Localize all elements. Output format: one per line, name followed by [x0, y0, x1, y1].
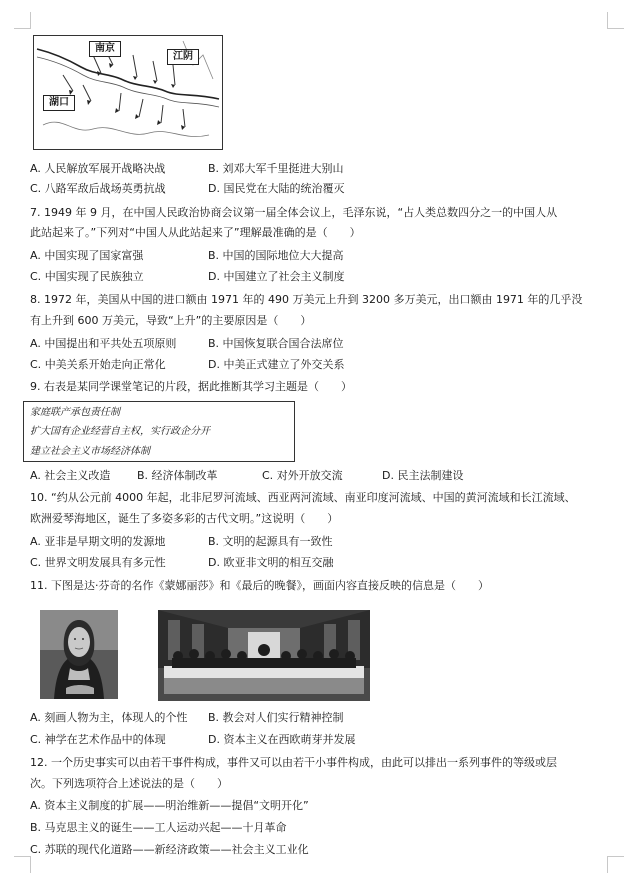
q7-option-b: B. 中国的国际地位大大提高 [208, 249, 344, 262]
river-crossing-map [33, 35, 223, 150]
q8-option-b: B. 中国恢复联合国合法席位 [208, 337, 344, 350]
q10-stem-line-2: 欧洲爱琴海地区，诞生了多姿多彩的古代文明。”这说明（ ） [30, 512, 339, 525]
q6-option-a: A. 人民解放军展开战略决战 [30, 162, 166, 175]
q11-option-d: D. 资本主义在西欧萌芽并发展 [208, 733, 356, 746]
crop-mark [607, 856, 624, 873]
q9-stem: 9. 右表是某同学课堂笔记的片段，据此推断其学习主题是（ ） [30, 380, 352, 393]
map-label-hukou: 湖口 [43, 95, 75, 111]
q11-option-c: C. 神学在艺术作品中的体现 [30, 733, 166, 746]
q10-option-a: A. 亚非是早期文明的发源地 [30, 535, 166, 548]
map-label-jiangyin: 江阴 [167, 49, 199, 65]
q12-option-c: C. 苏联的现代化道路——新经济政策——社会主义工业化 [30, 843, 309, 856]
q8-stem-line-2: 有上升到 600 万美元，导致“上升”的主要原因是（ ） [30, 314, 312, 327]
q12-option-a: A. 资本主义制度的扩展——明治维新——提倡“文明开化” [30, 799, 309, 812]
q10-option-c: C. 世界文明发展具有多元性 [30, 556, 166, 569]
q7-option-d: D. 中国建立了社会主义制度 [208, 270, 345, 283]
q6-option-d: D. 国民党在大陆的统治覆灭 [208, 182, 345, 195]
q6-option-c: C. 八路军敌后战场英勇抗战 [30, 182, 166, 195]
q11-option-b: B. 教会对人们实行精神控制 [208, 711, 344, 724]
q12-stem-line-1: 12. 一个历史事实可以由若干事件构成，事件又可以由若干小事件构成，由此可以排出一系列事件的等级或层 [30, 756, 557, 769]
class-notes-box [23, 401, 295, 462]
q11-stem: 11. 下图是达·芬奇的名作《蒙娜丽莎》和《最后的晚餐》，画面内容直接反映的信息是（ ） [30, 579, 489, 592]
q10-stem-line-1: 10. “约从公元前 4000 年起，北非尼罗河流域、西亚两河流域、南亚印度河流域、中国的黄河流域和长江流域、 [30, 491, 576, 504]
last-supper-painting [158, 610, 370, 701]
map-label-nanjing: 南京 [89, 41, 121, 57]
q7-stem-line-1: 7. 1949 年 9 月，在中国人民政治协商会议第一届全体会议上，毛泽东说，“占人类总数四分之一的中国人从 [30, 206, 558, 219]
q9-option-a: A. 社会主义改造 [30, 469, 111, 482]
crop-mark [607, 12, 624, 29]
q8-option-c: C. 中美关系开始走向正常化 [30, 358, 166, 371]
q9-option-b: B. 经济体制改革 [137, 469, 218, 482]
mona-lisa-image [40, 610, 118, 699]
q12-stem-line-2: 次。下列选项符合上述说法的是（ ） [30, 777, 228, 790]
q8-stem-line-1: 8. 1972 年，美国从中国的进口额由 1971 年的 490 万美元上升到 3200 多万美元，出口额由 1971 年的几乎没 [30, 293, 583, 306]
crop-mark [14, 856, 31, 873]
q6-option-b: B. 刘邓大军千里挺进大别山 [208, 162, 344, 175]
q8-option-a: A. 中国提出和平共处五项原则 [30, 337, 177, 350]
q7-stem-line-2: 此站起来了。”下列对“中国人从此站起来了”理解最准确的是（ ） [30, 226, 361, 239]
crop-mark [14, 12, 31, 29]
q8-option-d: D. 中美正式建立了外交关系 [208, 358, 345, 371]
q7-option-a: A. 中国实现了国家富强 [30, 249, 144, 262]
q9-option-c: C. 对外开放交流 [262, 469, 343, 482]
note-line: 家庭联产承包责任制 [30, 407, 120, 418]
q10-option-b: B. 文明的起源具有一致性 [208, 535, 333, 548]
note-line: 建立社会主义市场经济体制 [30, 446, 150, 457]
last-supper-image [158, 610, 370, 701]
mona-lisa-painting [40, 610, 118, 699]
q12-option-b: B. 马克思主义的诞生——工人运动兴起——十月革命 [30, 821, 287, 834]
q10-option-d: D. 欧亚非文明的相互交融 [208, 556, 334, 569]
q11-option-a: A. 刻画人物为主，体现人的个性 [30, 711, 188, 724]
q9-option-d: D. 民主法制建设 [382, 469, 464, 482]
note-line: 扩大国有企业经营自主权，实行政企分开 [30, 426, 210, 437]
q7-option-c: C. 中国实现了民族独立 [30, 270, 144, 283]
